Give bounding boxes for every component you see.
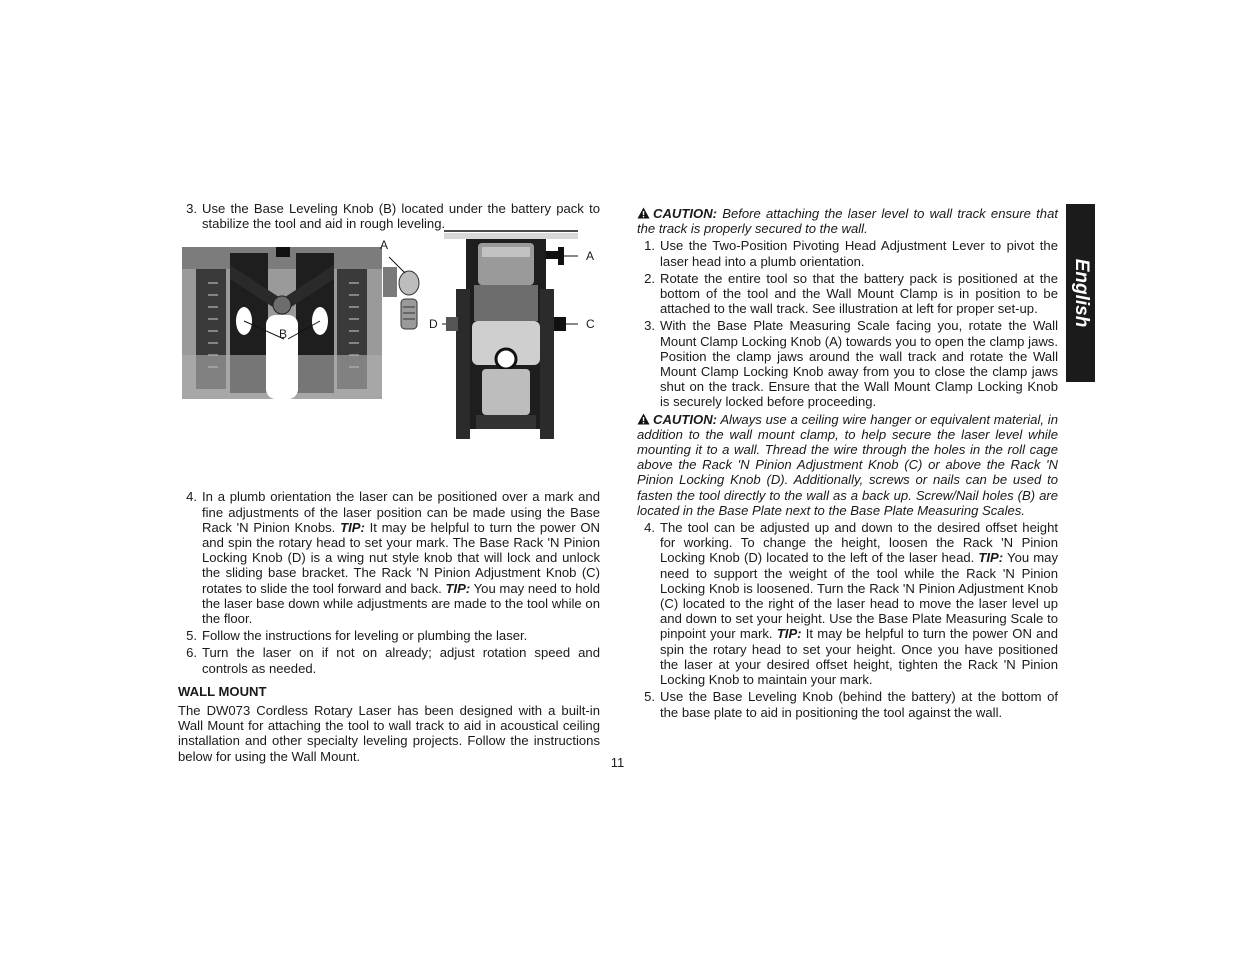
list-item-2 [637,271,1058,317]
callout-b: B [279,327,288,342]
language-tab-label: English [1070,258,1092,328]
tip-label: TIP: [776,626,802,642]
item-number: 5. [644,689,655,705]
caution-text: Always use a ceiling wire hanger or equivalent material, in addition to the wall mount clamp, to help secure the laser level while mounting it to a wall. Thread the wire through the holes in the roll cage above the Rack 'N Pinion Adjustment Knob (C) or above the Rack 'N Pinion Locking Knob (D). Additionally, screws or nails can be used to fasten the tool directly to the wall as a back up. Screw/Nail holes (B) are located in the Base Plate next to the Base Plate Measuring Scales. [637,411,1058,518]
caution-label: CAUTION: [653,206,718,221]
item-text-part: It may be helpful to turn the power ON and spin the rotary head to set your mark. The Base Rack 'N Pinion Locking Knob (D) is a wing nut style knob that will lock and unlock the sliding base bracket. The Rack 'N Pinion Adjustment Knob (C) rotates to slide the tool forward and back. [202,519,600,596]
tip-label: TIP: [340,519,365,535]
leveling-knob-illustration [383,255,429,335]
item-number: 4. [186,489,197,505]
warning-triangle-icon [637,413,650,425]
left-column [178,201,600,764]
wall-mount-intro: The DW073 Cordless Rotary Laser has been designed with a built-in Wall Mount for attaching the tool to wall track to aid in acoustical ceiling installation and other specialty leveling projects. Follow the instructions below for using the Wall Mount. [178,703,600,764]
list-item-3 [637,318,1058,409]
item-text: Follow the instructions for leveling or plumbing the laser. [202,628,528,644]
item-number: 4. [644,520,655,536]
item-text [202,489,600,626]
item-text-part: It may be helpful to turn the power ON and spin the rotary head to set your height. Once you have positioned the laser at your desired offset height, tighten the Rack 'N Pinion Locking Knob to maintain your mark. [660,626,1058,688]
callout-c: C [586,317,595,332]
item-number: 3. [186,201,197,216]
tip-label: TIP: [978,550,1004,566]
figure-pair [178,235,600,483]
section-heading: WALL MOUNT [178,683,267,699]
callout-a-right: A [586,249,595,264]
item-text-part: You may need to hold the laser base down while adjustments are made to the tool while on the floor. [202,580,600,627]
item-text: Use the Base Leveling Knob (B) located under the battery pack to stabilize the tool and aid in rough leveling. [202,201,600,232]
item-number: 1. [644,238,655,254]
list-item-4 [178,489,600,626]
list-item-5 [178,628,600,643]
item-text-part: You may need to support the weight of the tool while the Rack 'N Pinion Locking Knob is loosened. Turn the Rack 'N Pinion Adjustment Knob (C) located to the right of the laser head to move the laser level up and down to set your height. Use the Base Plate Measuring Scale to pinpoint your mark. [660,550,1058,642]
language-tab [1066,204,1095,382]
item-number: 6. [186,645,197,661]
item-text-part: The tool can be adjusted up and down to the desired offset height for working. To change the height, loosen the Rack 'N Pinion Locking Knob (D) located to the left of the laser head. [660,520,1058,566]
page-number: 11 [610,755,625,770]
list-item-5 [637,689,1058,719]
item-number: 3. [644,318,655,334]
caution-text: Before attaching the laser level to wall track ensure that the track is properly secured to the wall. [637,206,1058,237]
item-text: Rotate the entire tool so that the battery pack is positioned at the bottom of the tool and the Wall Mount Clamp is in position to be attached to the wall track. See illustration at left for proper set-up. [660,270,1058,317]
caution-label: CAUTION: [653,411,718,427]
item-number: 2. [644,270,655,286]
tip-label: TIP: [445,580,471,596]
item-text-part: In a plumb orientation the laser can be positioned over a mark and fine adjustments of the laser position can be made using the Base Rack 'N Pinion Knobs. [202,489,600,535]
callout-a-left: A [380,238,389,253]
warning-triangle-icon [637,207,650,219]
list-item-6 [178,645,600,675]
caution-notice [637,206,1058,236]
right-column [637,206,1058,722]
wall-mounted-laser-illustration [442,229,582,441]
item-text: Turn the laser on if not on already; adjust rotation speed and controls as needed. [202,645,600,676]
callout-d: D [429,317,438,332]
list-item-4 [637,520,1058,687]
base-plate-illustration [182,235,387,405]
caution-notice [637,412,1058,518]
item-text: With the Base Plate Measuring Scale facing you, rotate the Wall Mount Clamp Locking Knob (A) towards you to open the clamp jaws. Position the clamp jaws around the wall track and rotate the Wall Mount Clamp Locking Knob away from you to close the clamp jaws shut on the track. Ensure that the Wall Mount Clamp Locking Knob is securely locked before proceeding. [660,318,1058,410]
item-text [660,520,1058,687]
item-number: 5. [186,628,197,644]
list-item-1 [637,238,1058,268]
item-text: Use the Two-Position Pivoting Head Adjustment Lever to pivot the laser head into a plumb orientation. [660,238,1058,269]
item-text: Use the Base Leveling Knob (behind the battery) at the bottom of the base plate to aid in positioning the tool against the wall. [660,689,1058,720]
list-item-3 [178,201,600,231]
